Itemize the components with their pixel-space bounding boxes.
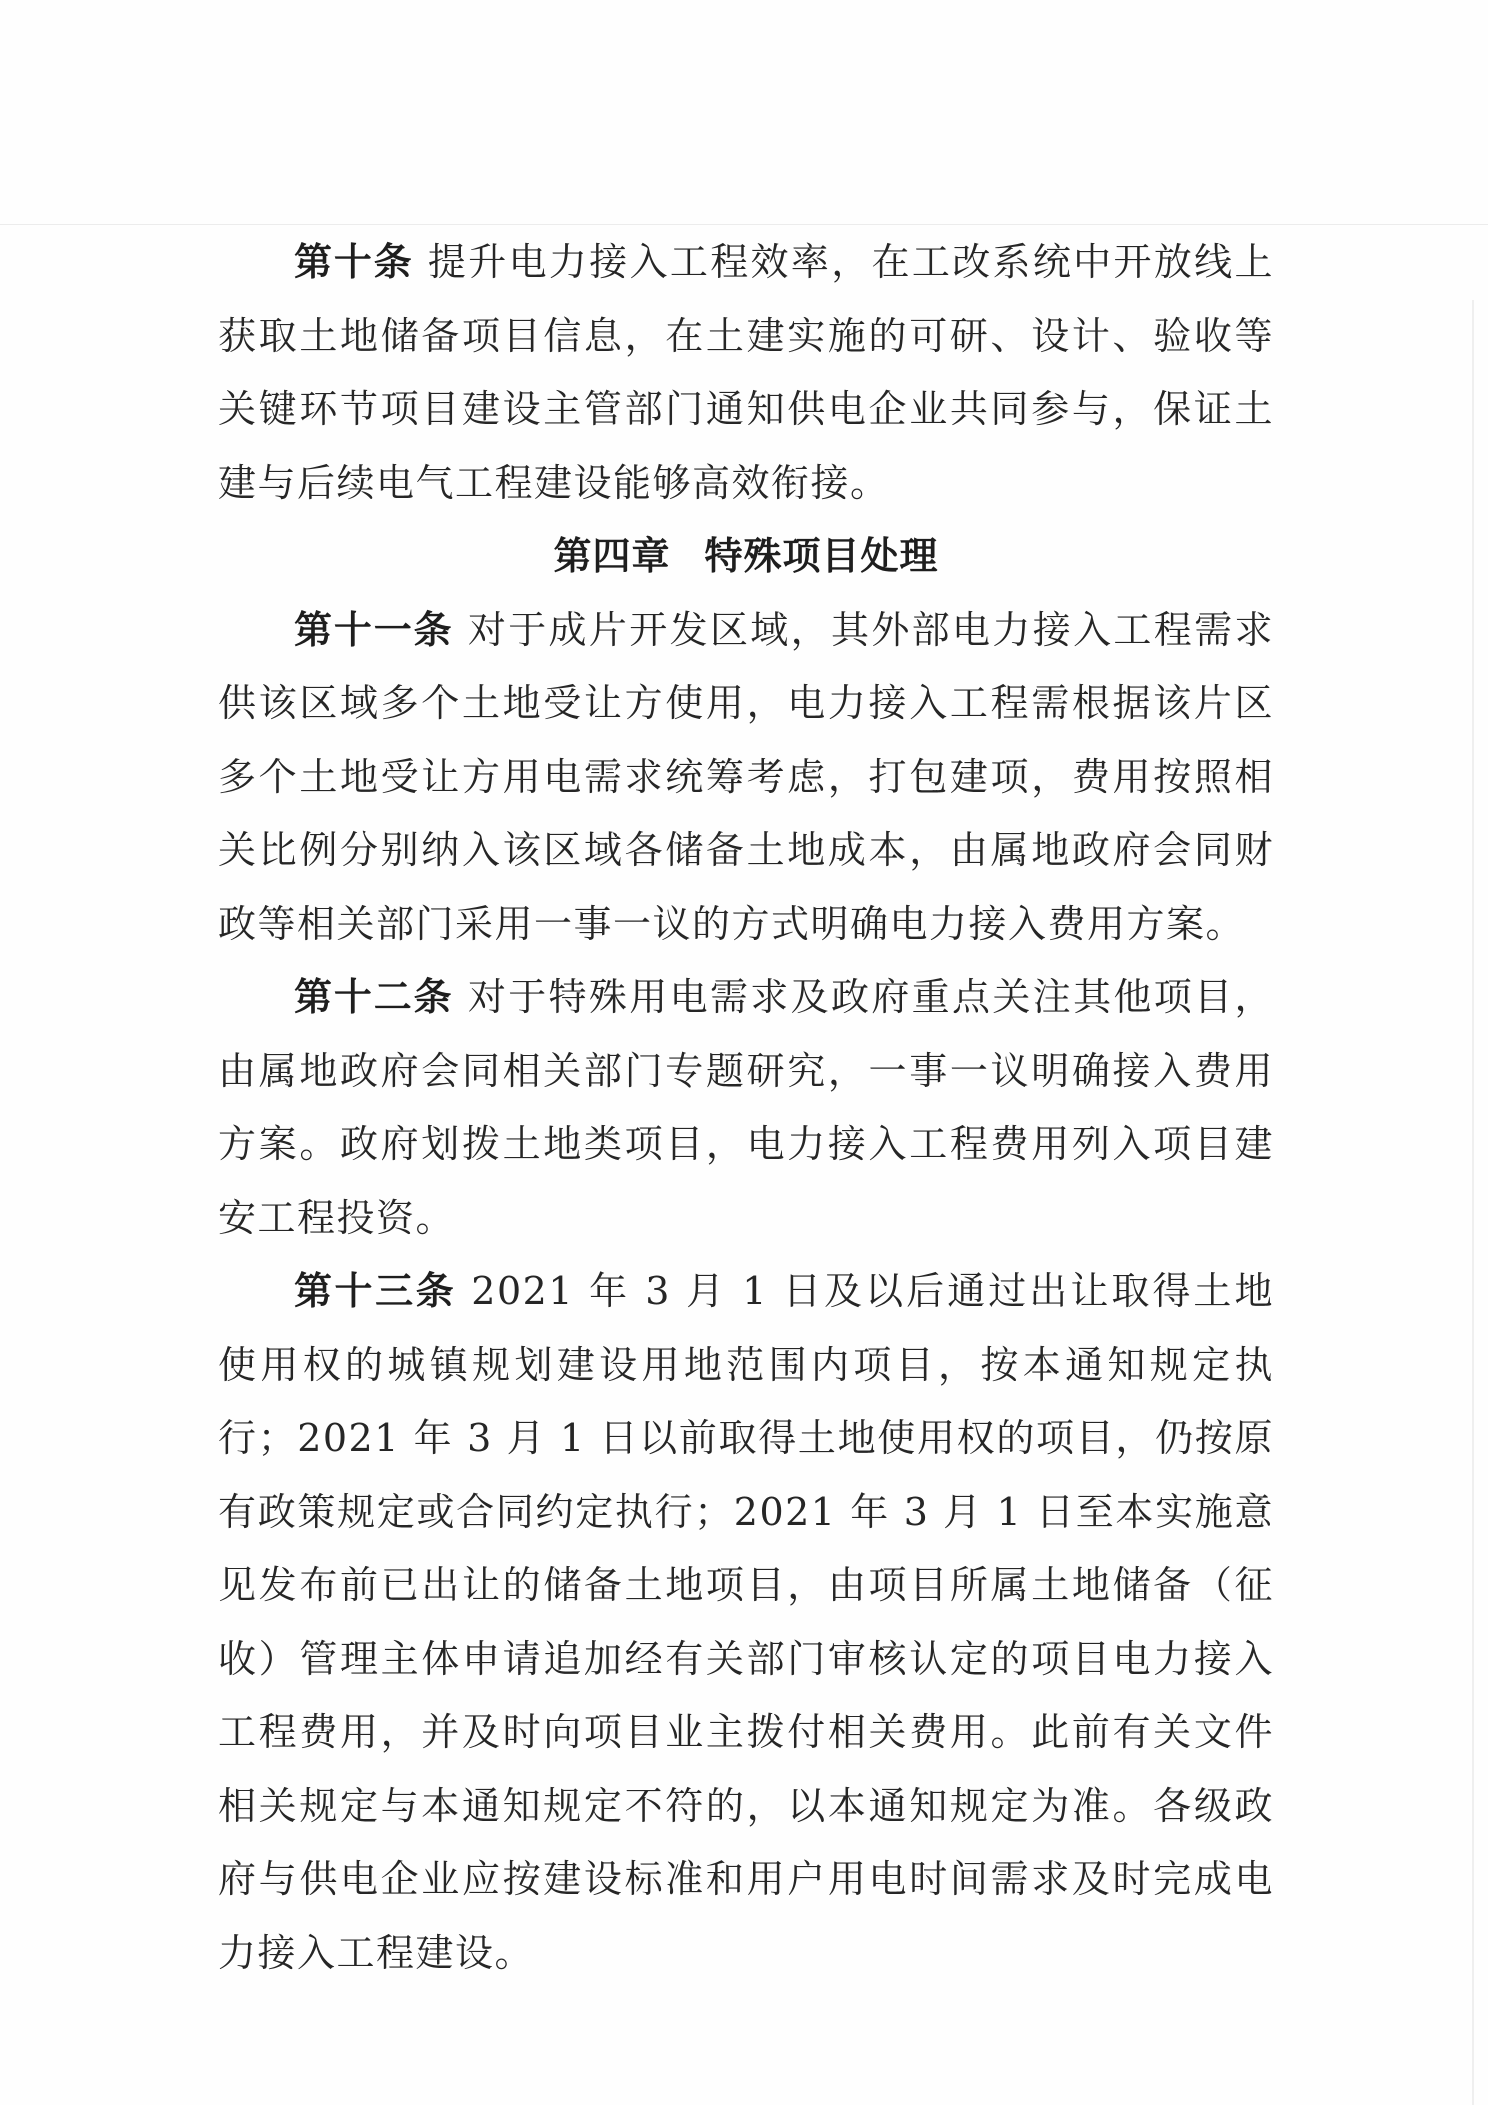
scan-artifact-line (0, 224, 1488, 225)
article-10 (218, 226, 1274, 520)
article-13 (218, 1255, 1274, 1990)
article-12-text: 对于特殊用电需求及政府重点关注其他项目，由属地政府会同相关部门专题研究，一事一议明确接入费用方案。政府划拨土地类项目，电力接入工程费用列入项目建安工程投资。 (218, 975, 1274, 1240)
article-11-label: 第十一条 (294, 607, 454, 652)
scan-artifact-edge (1472, 300, 1474, 2105)
chapter-title: 特殊项目处理 (704, 534, 939, 578)
chapter-heading (218, 520, 1274, 594)
document-body (218, 226, 1274, 1990)
article-13-text: 2021 年 3 月 1 日及以后通过出让取得土地使用权的城镇规划建设用地范围内项目，按本通知规定执行；2021 年 3 月 1 日以前取得土地使用权的项目，仍按原有政策规定或合同约定执行；2021 年 3 月 1 日至本实施意见发布前已出让的储备土地项目，由项目所属土地储备（征收）管理主体申请追加经有关部门审核认定的项目电力接入工程费用，并及时向项目业主拨付相关费用。此前有关文件相关规定与本通知规定不符的，以本通知规定为准。各级政府与供电企业应按建设标准和用户用电时间需求及时完成电力接入工程建设。 (218, 1269, 1274, 1975)
article-10-text: 提升电力接入工程效率，在工改系统中开放线上获取土地储备项目信息，在土建实施的可研、设计、验收等关键环节项目建设主管部门通知供电企业共同参与，保证土建与后续电气工程建设能够高效衔接。 (218, 240, 1274, 505)
article-11 (218, 594, 1274, 962)
article-12 (218, 961, 1274, 1255)
chapter-number: 第四章 (553, 534, 671, 578)
article-10-label: 第十条 (294, 240, 414, 284)
article-12-label: 第十二条 (294, 975, 454, 1019)
article-11-text: 对于成片开发区域，其外部电力接入工程需求供该区域多个土地受让方使用，电力接入工程需根据该片区多个土地受让方用电需求统筹考虑，打包建项，费用按照相关比例分别纳入该区域各储备土地成本，由属地政府会同财政等相关部门采用一事一议的方式明确电力接入费用方案。 (218, 607, 1274, 946)
article-13-label: 第十三条 (294, 1269, 457, 1313)
